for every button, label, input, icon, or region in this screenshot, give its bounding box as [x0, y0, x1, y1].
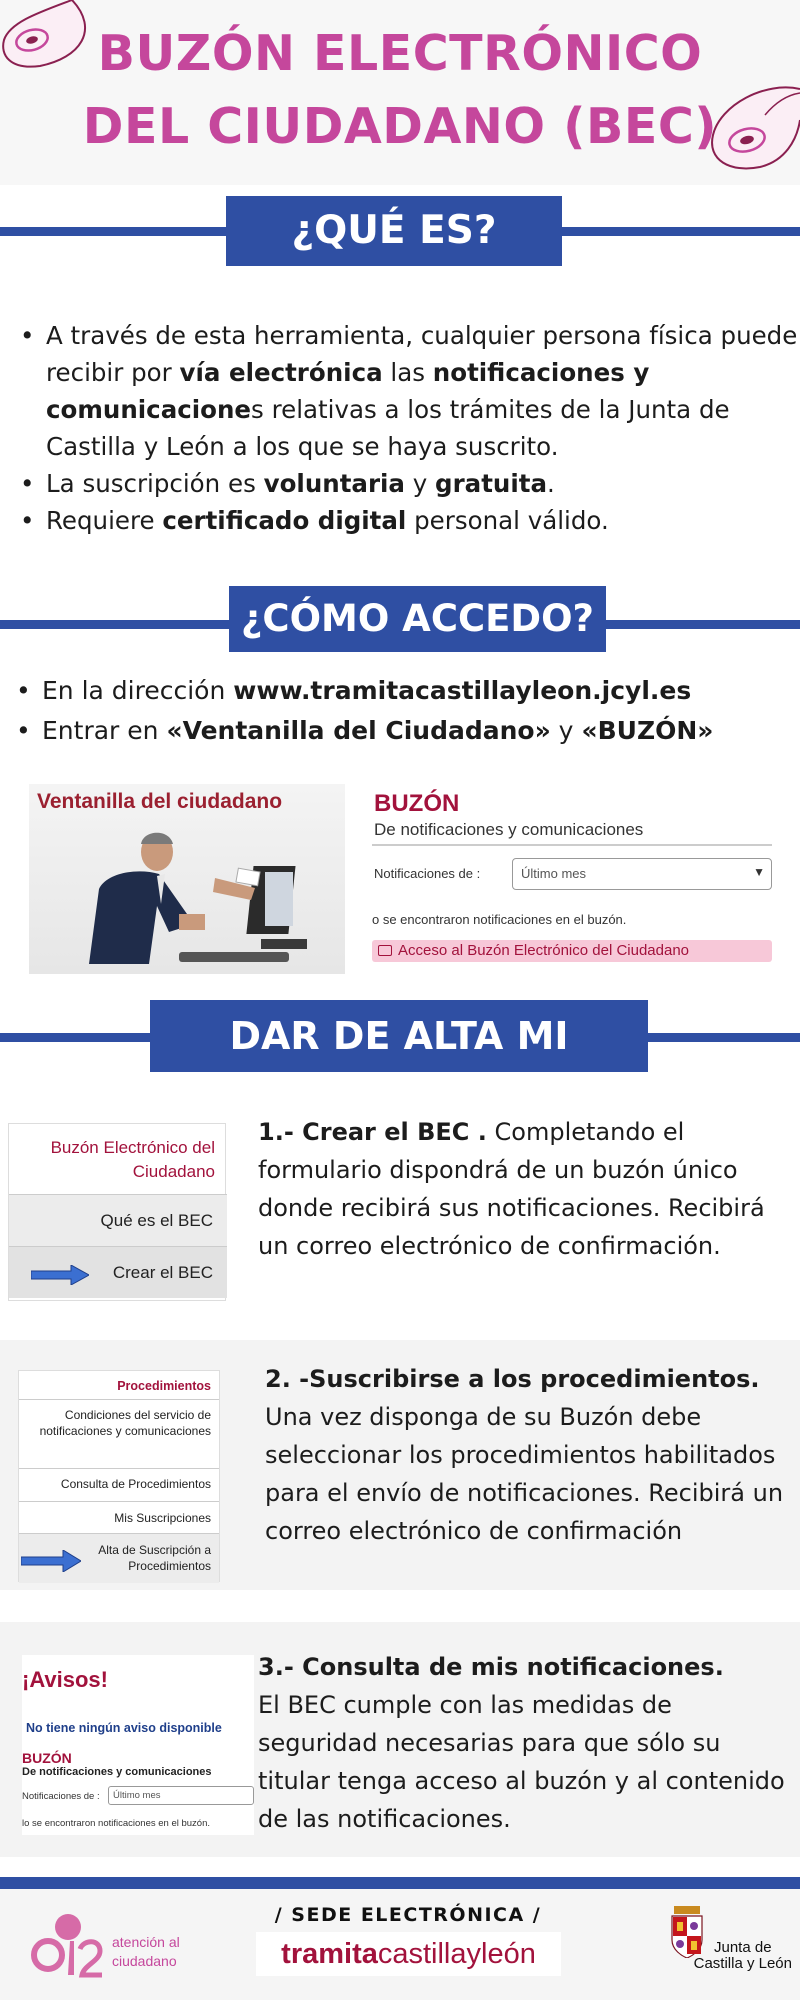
como-accedo-bullet-2: • Entrar en «Ventanilla del Ciudadano» y «BUZÓN»: [14, 711, 794, 751]
sede-url[interactable]: www.tramitacastillayleon.jcyl.es: [233, 676, 692, 705]
heading-como-accedo: ¿CÓMO ACCEDO?: [229, 586, 606, 652]
heading-alta: DAR DE ALTA MI BUZÓN: [150, 1000, 648, 1072]
tramita-logo[interactable]: tramitacastillayleón: [256, 1932, 561, 1976]
buzon-empty-msg: o se encontraron notificaciones en el buzón.: [372, 912, 627, 927]
logo-012: [26, 1905, 206, 1985]
buzon-divider: [372, 844, 772, 846]
procedimientos-title: Procedimientos: [117, 1379, 211, 1393]
chevron-down-icon: ▼: [753, 865, 765, 879]
avisos-title: ¡Avisos!: [22, 1667, 108, 1692]
bec-menu-mock: [8, 1123, 226, 1301]
menu-item-consulta-procedimientos[interactable]: Consulta de Procedimientos: [60, 1477, 211, 1491]
folder-icon: [378, 945, 392, 956]
buzon-mock: [372, 784, 772, 974]
menu-item-alta-suscripcion[interactable]: Alta de Suscripción a Procedimientos: [19, 1533, 219, 1583]
sede-electronica-label: / SEDE ELECTRÓNICA /: [274, 1904, 542, 1926]
buzon-notif-label: Notificaciones de :: [374, 866, 481, 881]
step1-text: 1.- Crear el BEC . Completando el formulario dispondrá de un buzón único donde recibirá sus notificaciones. Recibirá un correo electrónico de confirmación.: [258, 1118, 765, 1260]
logo-012-number: [26, 1989, 28, 1990]
logo-012-icon: [26, 1905, 106, 1985]
arrow-right-icon: [21, 1550, 81, 1572]
como-accedo-bullet-1: • En la dirección www.tramitacastillayleon.jcyl.es: [14, 671, 794, 711]
menu-item-mis-suscripciones[interactable]: Mis Suscripciones: [114, 1511, 211, 1525]
que-es-bullet-2: • La suscripción es voluntaria y gratuita.: [18, 465, 798, 502]
junta-logo: [652, 1902, 792, 1992]
bec-menu-title: Buzón Electrónico del Ciudadano: [50, 1138, 215, 1181]
coat-of-arms-icon: [670, 1906, 704, 1958]
avisos-buzon-sub: De notificaciones y comunicaciones: [22, 1766, 212, 1778]
que-es-bullet-1: • A través de esta herramienta, cualquier persona física puede recibir por vía electrónica las notificaciones y comunicaciones relativas a los trámites de la Junta de Castilla y León a los que se haya suscrito.: [18, 317, 798, 465]
page-title-line2: DEL CIUDADANO (BEC): [82, 98, 718, 155]
avisos-none: No tiene ningún aviso disponible: [26, 1721, 222, 1735]
ventanilla-label: Ventanilla del ciudadano: [37, 790, 283, 813]
menu-item-que-es-bec[interactable]: Qué es el BEC: [9, 1194, 227, 1246]
que-es-bullet-3: • Requiere certificado digital personal válido.: [18, 502, 798, 539]
avisos-mock: [22, 1655, 254, 1835]
menu-divider: [19, 1399, 219, 1400]
menu-item-condiciones[interactable]: Condiciones del servicio de notificaciones y comunicaciones: [39, 1408, 211, 1438]
junta-text-2: Castilla y León: [693, 1955, 792, 1972]
avisos-empty-msg: lo se encontraron notificaciones en el buzón.: [22, 1818, 211, 1829]
como-accedo-list: [14, 671, 794, 751]
buzon-title: BUZÓN: [374, 790, 460, 817]
step3-text: 3.- Consulta de mis notificaciones. El BEC cumple con las medidas de seguridad necesarias para que sólo su titular tenga acceso al buzón y al contenido de las notificaciones.: [258, 1653, 785, 1833]
footer-rule: [0, 1877, 800, 1889]
avisos-buzon-title: BUZÓN: [22, 1750, 72, 1766]
procedimientos-menu-mock: [18, 1370, 220, 1582]
page-title-line1: BUZÓN ELECTRÓNICO: [97, 25, 703, 82]
avisos-notif-label: Notificaciones de :: [22, 1791, 100, 1802]
heading-que-es: ¿QUÉ ES?: [226, 196, 562, 266]
junta-text: Junta de: [714, 1939, 772, 1956]
notif-period-select[interactable]: Último mes ▼: [512, 858, 772, 890]
menu-divider: [19, 1468, 219, 1469]
ventanilla-image: [29, 784, 345, 974]
buzon-subtitle: De notificaciones y comunicaciones: [374, 820, 644, 839]
que-es-list: [18, 317, 798, 539]
logo-012-text: atención al ciudadano: [112, 1934, 180, 1969]
businessman-at-computer-illustration: [29, 814, 345, 974]
arrow-right-icon: [31, 1265, 89, 1285]
menu-divider: [19, 1501, 219, 1502]
menu-item-crear-bec[interactable]: Crear el BEC: [9, 1246, 227, 1298]
step2-text: 2. -Suscribirse a los procedimientos. Una vez disponga de su Buzón debe seleccionar los procedimientos habilitados para el envío de notificaciones. Recibirá un correo electrónico de confirmación: [265, 1365, 784, 1545]
avisos-period-select[interactable]: Último mes: [108, 1786, 254, 1805]
acceso-bec-link[interactable]: Acceso al Buzón Electrónico del Ciudadano: [372, 940, 772, 962]
